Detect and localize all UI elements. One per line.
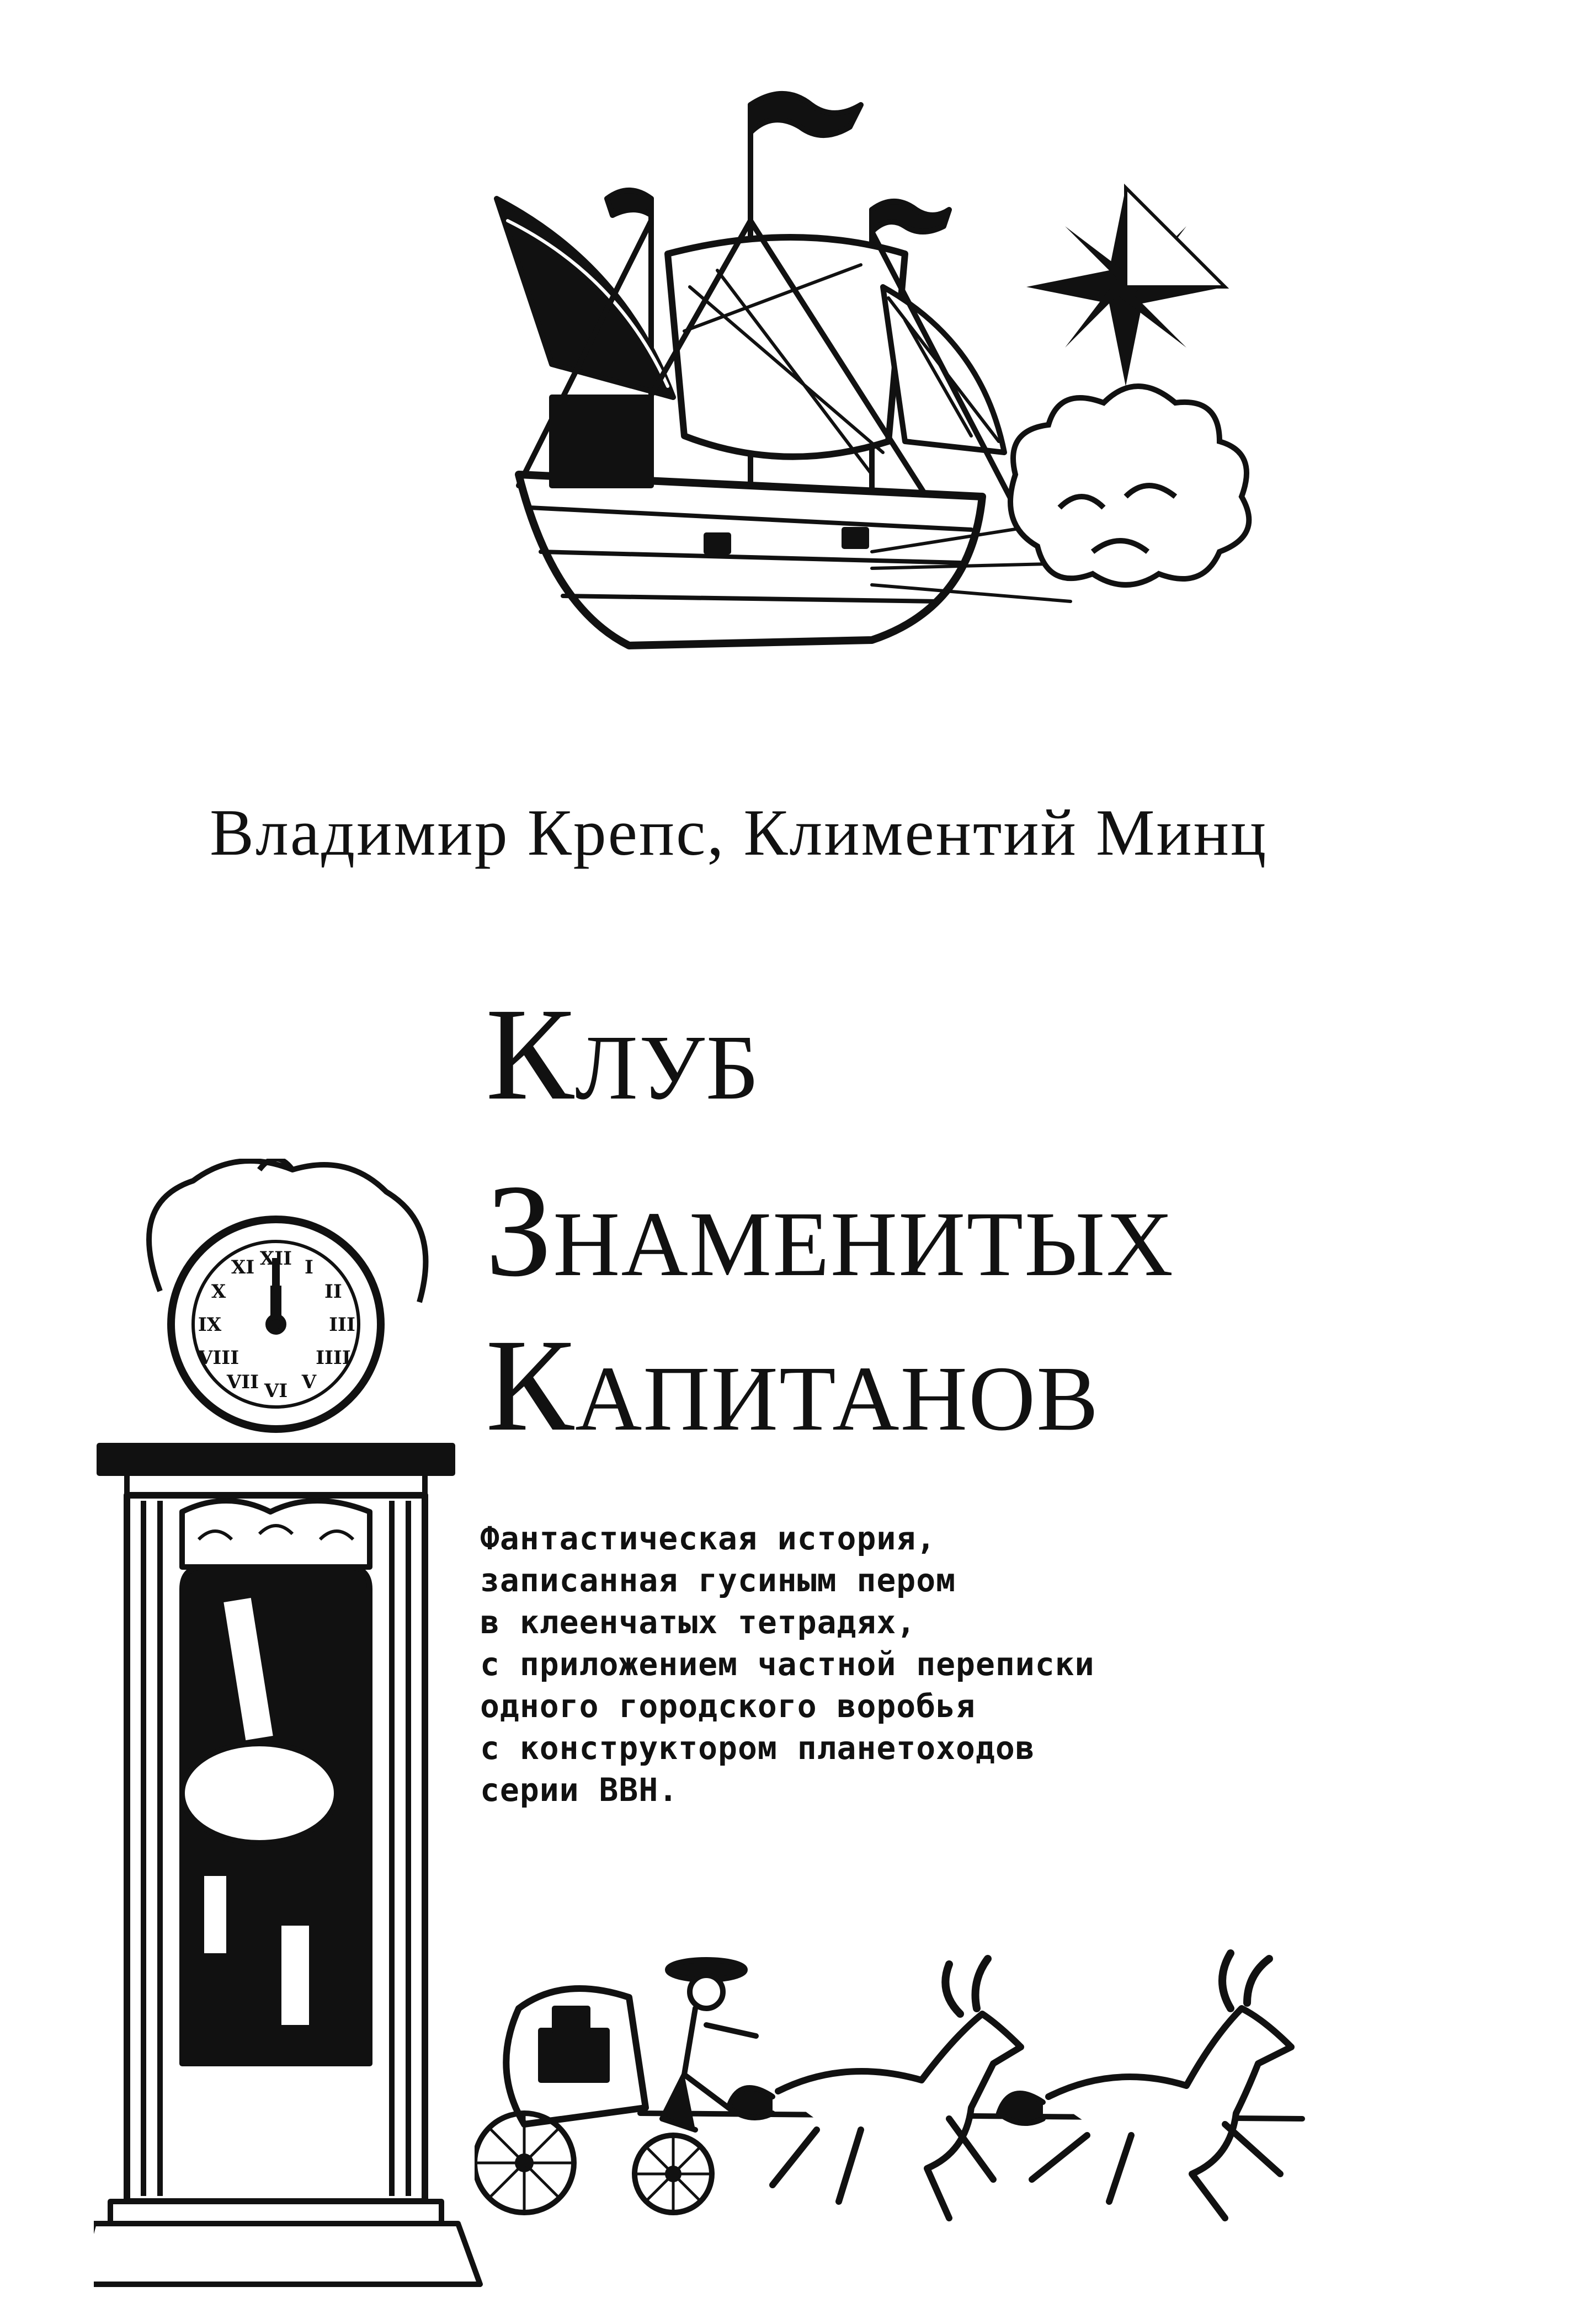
clock-numeral: III: [329, 1314, 355, 1336]
clock-numeral: II: [324, 1281, 342, 1303]
clock-numeral: V: [301, 1371, 317, 1393]
clock-numeral: VIII: [198, 1347, 239, 1369]
title-line-3: Капитанов: [486, 1312, 1100, 1458]
title-line-2: Знаменитых: [486, 1157, 1174, 1304]
clock-numeral: IIII: [316, 1347, 351, 1369]
authors-line: Владимир Крепс, Климентий Минц: [210, 796, 1268, 869]
clock-numeral: I: [305, 1256, 313, 1279]
clock-numeral: VII: [226, 1371, 259, 1393]
subtitle-line: одного городского воробья: [480, 1687, 976, 1725]
clock-numeral: X: [211, 1281, 226, 1303]
grandfather-clock-illustration: [94, 1159, 491, 2290]
clock-numeral: XI: [231, 1256, 255, 1279]
clock-numeral: XII: [259, 1248, 292, 1270]
clock-numeral: IX: [198, 1314, 222, 1336]
subtitle-line: серии ВВН.: [480, 1771, 679, 1809]
subtitle-line: с конструктором планетоходов: [480, 1729, 1035, 1767]
horse-carriage-illustration: [475, 1948, 1413, 2224]
subtitle-line: Фантастическая история,: [480, 1520, 936, 1557]
sailing-ship-illustration: [486, 55, 1313, 690]
title-line-1: Клуб: [486, 980, 760, 1127]
subtitle-block: [480, 1517, 1556, 1811]
subtitle-line: записанная гусиным пером: [480, 1561, 956, 1599]
subtitle-line: в клеенчатых тетрадях,: [480, 1603, 917, 1641]
clock-numeral: VI: [264, 1380, 288, 1402]
compass-star-icon: [1026, 188, 1225, 386]
subtitle-line: с приложением частной переписки: [480, 1645, 1095, 1683]
